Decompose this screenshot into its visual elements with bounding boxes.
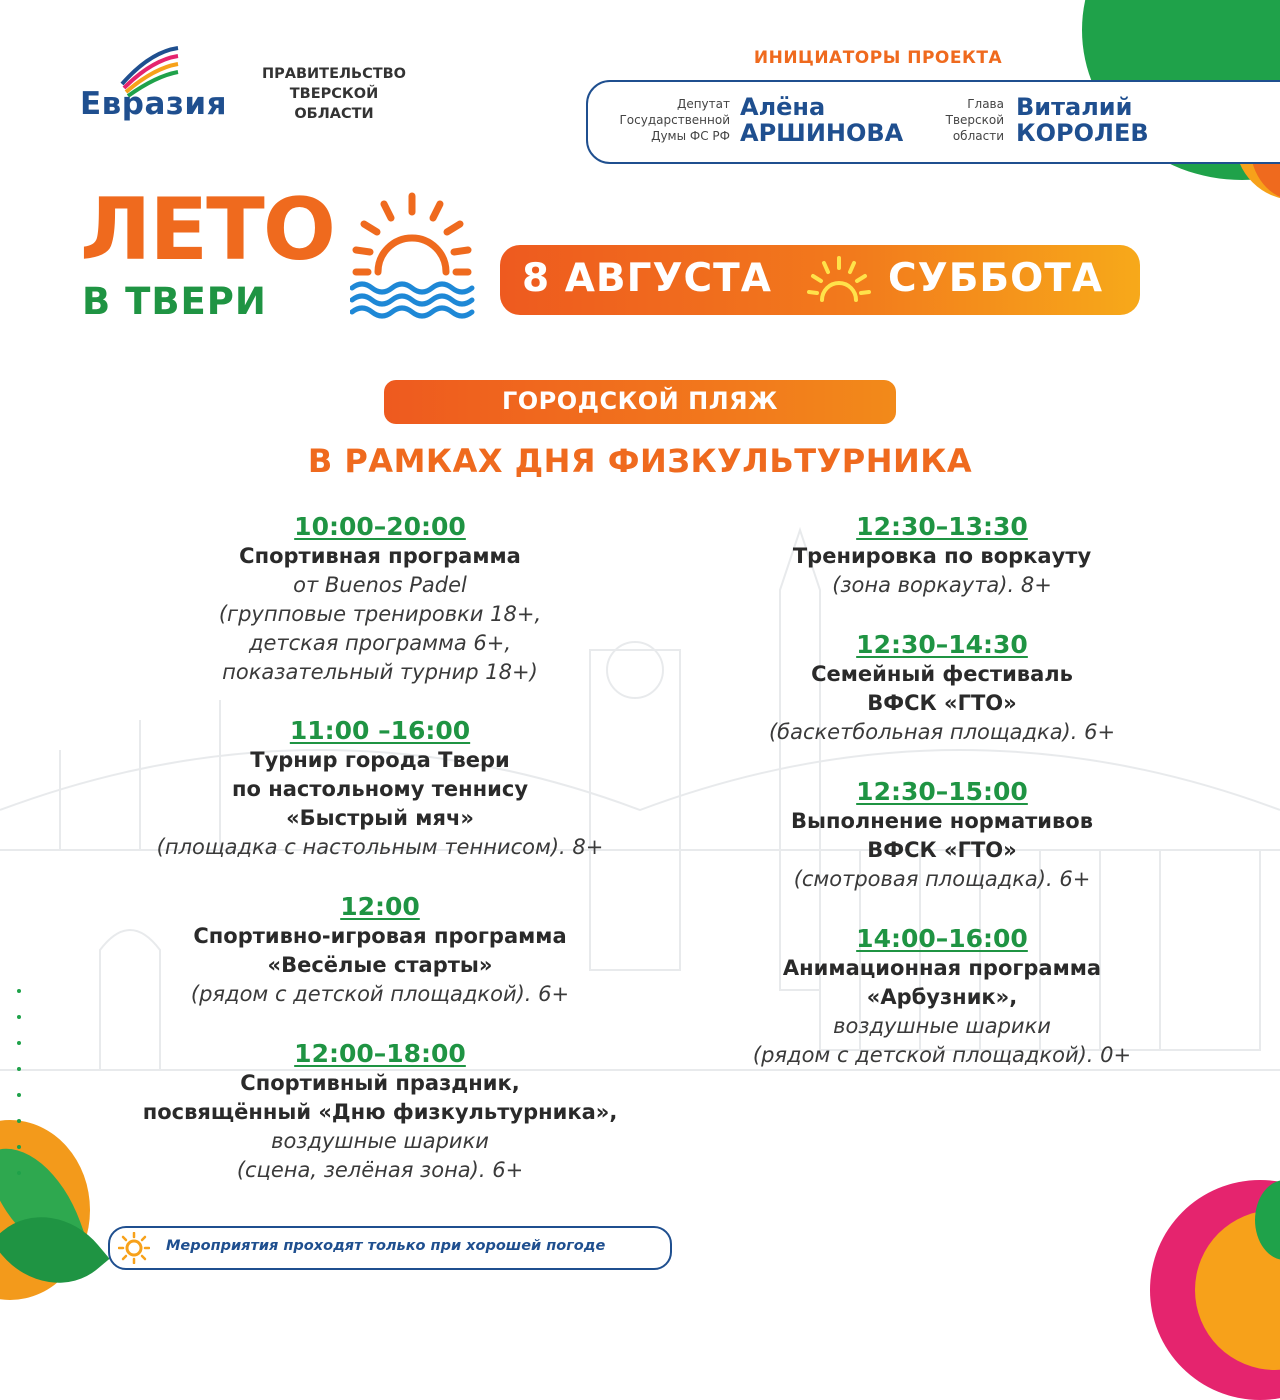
event-note: воздушные шарики: [271, 1129, 489, 1153]
event-item: [700, 630, 1184, 747]
event-note: (рядом с детской площадкой). 0+: [752, 1043, 1132, 1067]
eurasia-logo-name: Евразия: [80, 86, 228, 122]
event-note: (зона воркаута). 8+: [832, 573, 1052, 597]
weather-notice: Мероприятия проходят только при хорошей погоде: [166, 1238, 606, 1254]
government-label: ПРАВИТЕЛЬСТВО ТВЕРСКОЙ ОБЛАСТИ: [262, 66, 406, 122]
event-note: (сцена, зелёная зона). 6+: [236, 1158, 524, 1182]
event-item: [700, 777, 1184, 894]
deputy-position: Депутат Государственной Думы ФС РФ: [619, 97, 730, 143]
event-date: 8 АВГУСТА: [522, 256, 772, 301]
event-title: Выполнение нормативов: [790, 809, 1094, 833]
event-title: «Арбузник»,: [866, 985, 1018, 1009]
event-time: 12:00: [340, 892, 420, 921]
event-title: Спортивно-игровая программа: [193, 924, 567, 948]
initiators-title: ИНИЦИАТОРЫ ПРОЕКТА: [753, 48, 1003, 68]
event-title: по настольному теннису: [231, 777, 529, 801]
event-title: Спортивный праздник,: [240, 1071, 520, 1095]
event-note: детская программа 6+,: [248, 631, 512, 655]
event-item: [130, 512, 630, 687]
event-title: Анимационная программа: [782, 956, 1102, 980]
event-time: 12:30–14:30: [856, 630, 1028, 659]
event-title: посвящённый «Дню физкультурника»,: [142, 1100, 618, 1124]
sun-icon: [806, 254, 872, 308]
event-item: [110, 716, 650, 862]
decorative-dots: [10, 980, 40, 1188]
event-time: 10:00–20:00: [294, 512, 466, 541]
event-title: Турнир города Твери: [250, 748, 510, 772]
event-title: ВФСК «ГТО»: [867, 691, 1017, 715]
event-title: «Весёлые старты»: [267, 953, 493, 977]
occasion-title: В РАМКАХ ДНЯ ФИЗКУЛЬТУРНИКА: [307, 442, 973, 480]
event-time: 14:00–16:00: [856, 924, 1028, 953]
event-title: Спортивная программа: [239, 544, 521, 568]
sun-icon: [118, 1232, 150, 1264]
event-note: (групповые тренировки 18+,: [218, 602, 542, 626]
event-note: (рядом с детской площадкой). 6+: [190, 982, 570, 1006]
deputy-name: Алёна АРШИНОВА: [740, 93, 904, 147]
event-title: «Быстрый мяч»: [286, 806, 474, 830]
event-title: Семейный фестиваль: [811, 662, 1073, 686]
governor-name: Виталий КОРОЛЕВ: [1016, 93, 1149, 147]
sun-waves-icon: [350, 190, 475, 320]
event-note: (площадка с настольным теннисом). 8+: [156, 835, 604, 859]
event-item: [110, 1039, 650, 1185]
event-note: показательный турнир 18+): [222, 660, 538, 684]
event-title: Тренировка по воркауту: [792, 544, 1092, 568]
governor-position: Глава Тверской области: [945, 97, 1004, 143]
event-note: (смотровая площадка). 6+: [793, 867, 1091, 891]
event-item: [700, 924, 1184, 1070]
festival-subtitle: В ТВЕРИ: [82, 280, 267, 323]
event-note: воздушные шарики: [833, 1014, 1051, 1038]
festival-title: ЛЕТО: [80, 180, 334, 280]
event-time: 12:30–13:30: [856, 512, 1028, 541]
event-weekday: СУББОТА: [888, 256, 1104, 301]
event-item: [700, 512, 1184, 600]
event-item: [130, 892, 630, 1009]
location-label: ГОРОДСКОЙ ПЛЯЖ: [501, 387, 778, 415]
event-note: от Buenos Padel: [293, 573, 467, 597]
event-title: ВФСК «ГТО»: [867, 838, 1017, 862]
event-note: (баскетбольная площадка). 6+: [768, 720, 1116, 744]
event-time: 12:30–15:00: [856, 777, 1028, 806]
event-time: 12:00–18:00: [294, 1039, 466, 1068]
event-time: 11:00 –16:00: [289, 716, 471, 745]
